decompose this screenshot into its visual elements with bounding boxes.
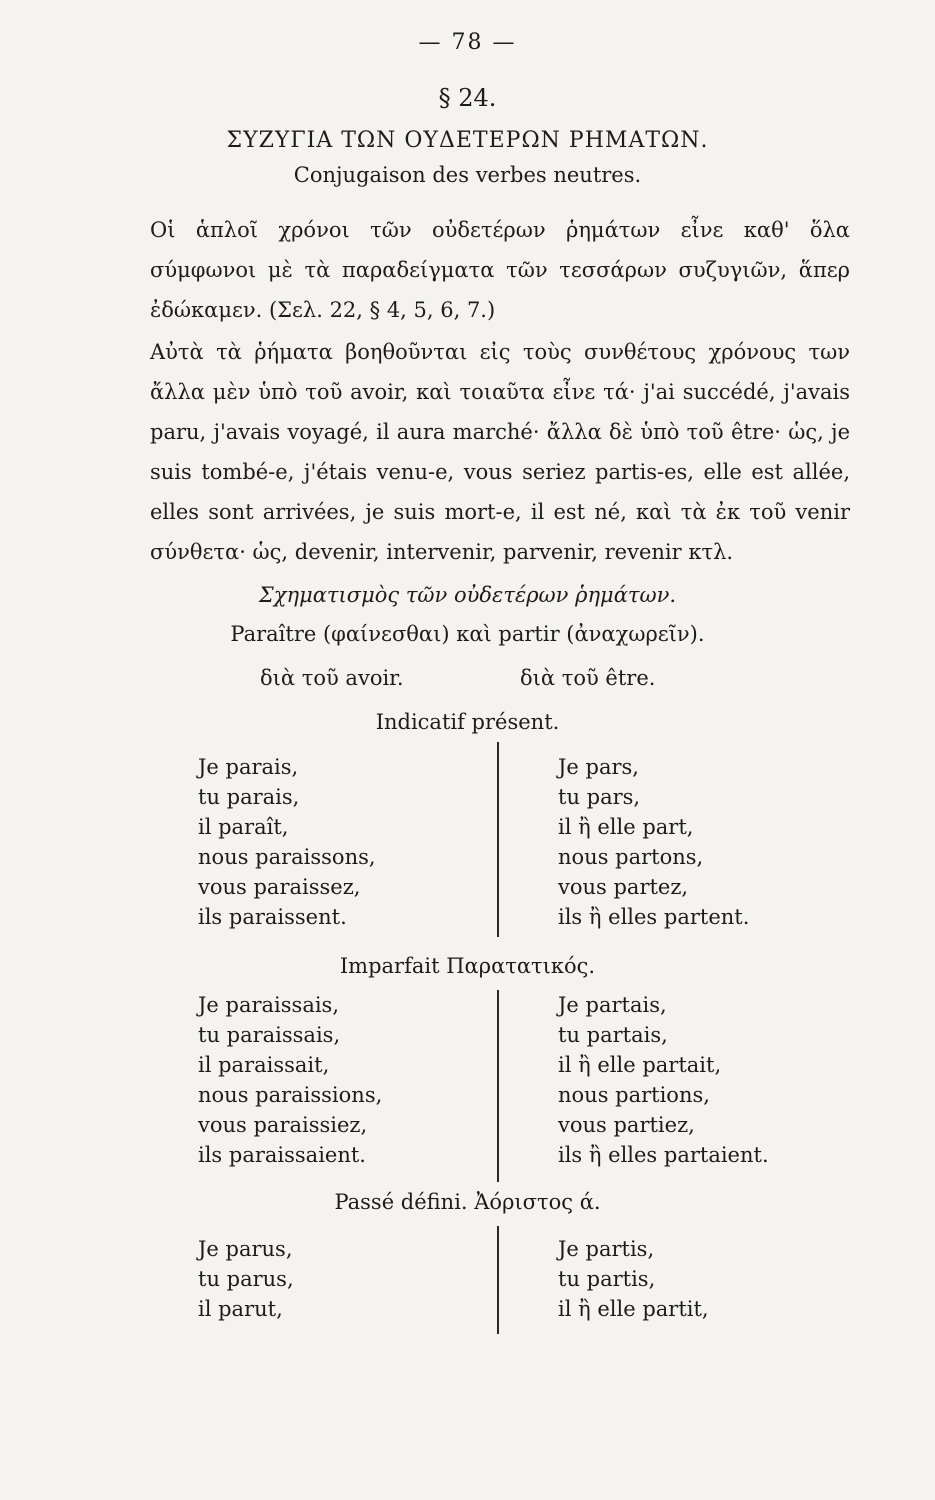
conj-line: vous partiez, [558, 1113, 695, 1137]
conj-line: Je partais, [558, 993, 667, 1017]
column-divider [497, 742, 499, 937]
conjugation-paraitre-passe [198, 1234, 294, 1324]
conj-line: tu paraissais, [198, 1023, 341, 1047]
conj-line: vous paraissiez, [198, 1113, 368, 1137]
schematism-heading: Σχηματισμὸς τῶν οὐδετέρων ῥημάτων. [258, 583, 677, 607]
page-number: — 78 — [418, 30, 517, 55]
conj-line: il ἢ elle partit, [558, 1297, 709, 1321]
section-number: § 24. [438, 84, 497, 112]
french-title: Conjugaison des verbes neutres. [293, 163, 642, 187]
heading-imparfait: Imparfait Παρατατικός. [339, 954, 596, 978]
conjugation-paraitre-present [198, 752, 376, 932]
verbs-line: Paraître (φαίνεσθαι) καὶ partir (ἀναχωρεῖν). [230, 622, 705, 646]
conj-line: il ἢ elle partait, [558, 1053, 722, 1077]
greek-title: ΣΥΖΥΓΙΑ ΤΩΝ ΟΥΔΕΤΕΡΩΝ ΡΗΜΑΤΩΝ. [226, 128, 709, 153]
conj-line: vous partez, [558, 875, 689, 899]
conj-line: Je paraissais, [198, 993, 340, 1017]
conjugation-paraitre-imparfait [198, 990, 382, 1170]
conj-line: nous partions, [558, 1083, 710, 1107]
column-divider [497, 990, 499, 1182]
conjugation-partir-passe [558, 1234, 709, 1324]
conj-line: nous paraissons, [198, 845, 376, 869]
conj-line: tu partais, [558, 1023, 668, 1047]
conj-line: ils ἢ elles partaient. [558, 1143, 769, 1167]
column-divider [497, 1226, 499, 1334]
heading-indicatif-present: Indicatif présent. [375, 710, 560, 734]
conj-line: vous paraissez, [198, 875, 361, 899]
conj-line: tu parus, [198, 1267, 294, 1291]
conj-line: nous partons, [558, 845, 704, 869]
paragraph-auxiliaries: Αὐτὰ τὰ ῥήματα βοηθοῦνται εἰς τοὺς συνθέτους χρόνους των ἄλλα μὲν ὑπὸ τοῦ avoir, καὶ τοιαῦτα εἶνε τά· j'ai succédé, j'avais paru, j'avais voyagé, il aura marché· ἄλλα δὲ ὑπὸ τοῦ être· ὡς, je suis tombé-e, j'étais venu-e, vous seriez partis-es, elle est allée, elles sont arrivées, je suis mort-e, il est né, καὶ τὰ ἐκ τοῦ venir σύνθετα· ὡς, devenir, intervenir, parvenir, revenir κτλ. [150, 340, 850, 564]
conj-line: tu partis, [558, 1267, 656, 1291]
conj-line: ils paraissent. [198, 905, 347, 929]
conj-line: il ἢ elle part, [558, 815, 694, 839]
conj-line: Je parus, [198, 1237, 293, 1261]
conj-line: Je partis, [558, 1237, 655, 1261]
conj-line: il paraissait, [198, 1053, 330, 1077]
conj-line: nous paraissions, [198, 1083, 383, 1107]
conjugation-partir-imparfait [558, 990, 769, 1170]
etre-column-label: διὰ τοῦ être. [520, 666, 656, 690]
conj-line: ils ἢ elles partent. [558, 905, 750, 929]
conj-line: tu parais, [198, 785, 300, 809]
heading-passe-defini: Passé défini. Ἀόριστος ά. [334, 1190, 601, 1214]
conj-line: il paraît, [198, 815, 289, 839]
conj-line: ils paraissaient. [198, 1143, 366, 1167]
conj-line: il parut, [198, 1297, 283, 1321]
paragraph-simple-tenses: Οἱ ἁπλοῖ χρόνοι τῶν οὐδετέρων ῥημάτων εἶνε καθ' ὅλα σύμφωνοι μὲ τὰ παραδείγματα τῶν τεσσάρων συζυγιῶν, ἅπερ ἐδώκαμεν. (Σελ. 22, § 4, 5, 6, 7.) [150, 218, 850, 322]
conjugation-partir-present [558, 752, 749, 932]
conj-line: tu pars, [558, 785, 641, 809]
conj-line: Je pars, [558, 755, 639, 779]
avoir-column-label: διὰ τοῦ avoir. [260, 666, 404, 690]
conj-line: Je parais, [198, 755, 299, 779]
